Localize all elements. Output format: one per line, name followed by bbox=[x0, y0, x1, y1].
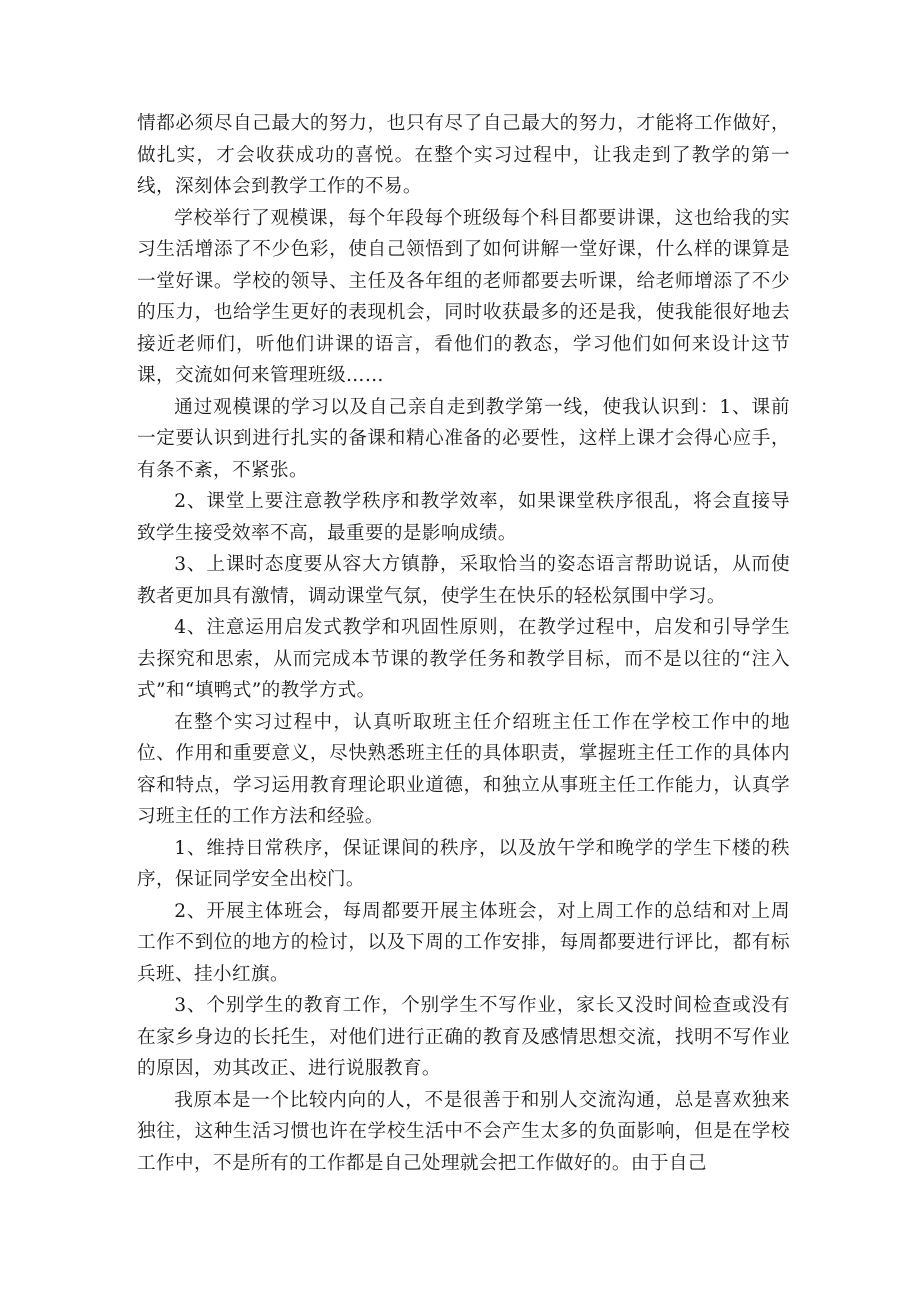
paragraph-homeroom-work: 在整个实习过程中，认真听取班主任介绍班主任工作在学校工作中的地位、作用和重要意义，尽快熟悉班主任的具体职责，掌握班主任工作的具体内容和特点，学习运用教育理论职业道德，和独立从事班主任工作能力，认真学习班主任的工作方法和经验。 bbox=[137, 711, 790, 827]
paragraph-personal-reflection: 我原本是一个比较内向的人，不是很善于和别人交流沟通，总是喜欢独来独往，这种生活习惯也许在学校生活中不会产生太多的负面影响，但是在学校工作中，不是所有的工作都是自己处理就会把工作做好的。由于自己 bbox=[137, 1089, 790, 1174]
paragraph-homeroom-2: 2、开展主体班会，每周都要开展主体班会，对上周工作的总结和对上周工作不到位的地方的检讨，以及下周的工作安排，每周都要进行评比，都有标兵班、挂小红旗。 bbox=[137, 900, 790, 985]
paragraph-continued: 情都必须尽自己最大的努力，也只有尽了自己最大的努力，才能将工作做好，做扎实，才会收获成功的喜悦。在整个实习过程中，让我走到了教学的第一线，深刻体会到教学工作的不易。 bbox=[137, 113, 790, 197]
paragraph-homeroom-1: 1、维持日常秩序，保证课间的秩序，以及放午学和晚学的学生下楼的秩序，保证同学安全出校门。 bbox=[137, 837, 790, 890]
paragraph-point-4: 4、注意运用启发式教学和巩固性原则，在教学过程中，启发和引导学生去探究和思索，从而完成本节课的教学任务和教学目标，而不是以往的“注入式”和“填鸭式”的教学方式。 bbox=[137, 617, 790, 701]
paragraph-realization: 通过观模课的学习以及自己亲自走到教学第一线，使我认识到：1、课前一定要认识到进行扎实的备课和精心准备的必要性，这样上课才会得心应手，有条不紊，不紧张。 bbox=[137, 396, 790, 481]
paragraph-point-2: 2、课堂上要注意教学秩序和教学效率，如果课堂秩序很乱，将会直接导致学生接受效率不高，最重要的是影响成绩。 bbox=[137, 491, 790, 544]
paragraph-homeroom-3: 3、个别学生的教育工作，个别学生不写作业，家长又没时间检查或没有在家乡身边的长托生，对他们进行正确的教育及感情思想交流，找明不写作业的原因，劝其改正、进行说服教育。 bbox=[137, 995, 790, 1079]
document-body bbox=[137, 108, 790, 1179]
paragraph-point-3: 3、上课时态度要从容大方镇静，采取恰当的姿态语言帮助说话，从而使教者更加具有激情，调动课堂气氛，使学生在快乐的轻松氛围中学习。 bbox=[137, 554, 790, 607]
paragraph-observation-class: 学校举行了观模课，每个年段每个班级每个科目都要讲课，这也给我的实习生活增添了不少色彩，使自己领悟到了如何讲解一堂好课，什么样的课算是一堂好课。学校的领导、主任及各年组的老师都要去听课，给老师增添了不少的压力，也给学生更好的表现机会，同时收获最多的还是我，使我能很好地去接近老师们，听他们讲课的语言，看他们的教态，学习他们如何来设计这节课，交流如何来管理班级…… bbox=[137, 207, 790, 386]
